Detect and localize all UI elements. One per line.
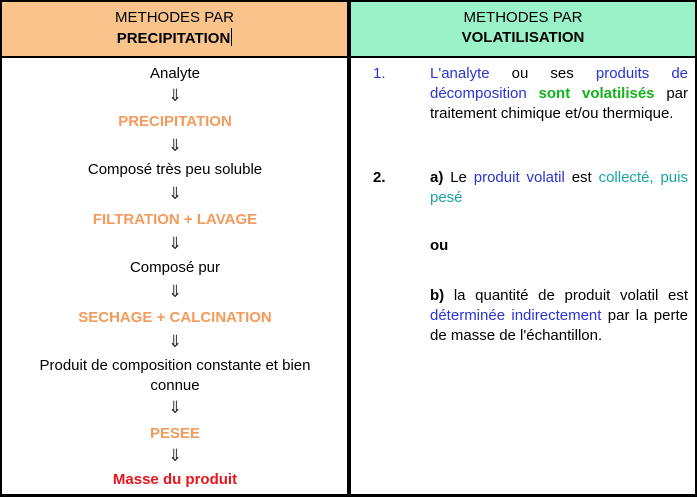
down-arrow-icon: ⇓ (167, 282, 183, 302)
flow-analyte: Analyte (149, 65, 201, 82)
down-arrow-icon: ⇓ (167, 184, 183, 204)
header-left-line1: METHODES PAR (115, 9, 234, 26)
flow-masse-produit: Masse du produit (112, 471, 238, 488)
header-volatilisation (348, 0, 697, 58)
down-arrow-icon: ⇓ (167, 332, 183, 352)
volatilisation-cell (348, 56, 697, 497)
flow-produit-line2: connue (150, 377, 200, 394)
header-precipitation (0, 0, 350, 58)
item2a-p3: est (564, 169, 599, 186)
flow-compose-pur: Composé pur (129, 259, 221, 276)
text-cursor (231, 28, 232, 46)
precipitation-cell (0, 56, 350, 497)
item1-rest: par traitement chimique et/ou thermique. (430, 85, 688, 122)
flow-sechage: SECHAGE + CALCINATION (78, 309, 272, 326)
header-right-line2: VOLATILISATION (461, 29, 585, 46)
flow-compose-peu-soluble: Composé très peu soluble (87, 161, 263, 178)
item1-space (527, 85, 539, 102)
precipitation-flow (2, 64, 348, 490)
down-arrow-icon: ⇓ (167, 86, 183, 106)
item2b-p3: par la perte de masse de l'échantillon. (430, 307, 688, 344)
item2a-label: a) (430, 169, 444, 186)
item1-produits: produits de décomposition (430, 65, 689, 102)
item2-number: 2. (373, 169, 386, 186)
down-arrow-icon: ⇓ (167, 398, 183, 418)
down-arrow-icon: ⇓ (167, 234, 183, 254)
item2a-text (430, 168, 688, 208)
flow-pesee: PESEE (149, 425, 201, 442)
item2a-produit-volatil: produit volatil (473, 169, 565, 186)
flow-filtration: FILTRATION + LAVAGE (92, 211, 258, 228)
item2a-p1: Le (443, 169, 474, 186)
down-arrow-icon: ⇓ (167, 136, 183, 156)
flow-produit-line1: Produit de composition constante et bien (39, 357, 311, 374)
item2b-determinee: déterminée indirectement (430, 307, 602, 324)
item2b-p1: la quantité de produit volatil est (444, 287, 688, 304)
down-arrow-icon: ⇓ (167, 446, 183, 466)
header-left-line2: PRECIPITATION (116, 30, 231, 47)
item1-text (430, 64, 688, 124)
item2b-text (430, 286, 688, 346)
item1-volatilises: sont volatilisés (538, 85, 655, 102)
item2b-label: b) (430, 287, 445, 304)
header-right-line1: METHODES PAR (463, 9, 583, 26)
header-left-title (2, 28, 347, 49)
item1-number: 1. (373, 65, 386, 82)
item2a-collecte: collecté, puis pesé (430, 169, 688, 206)
flow-precipitation: PRECIPITATION (118, 113, 232, 130)
item1-connector: ou ses (489, 65, 596, 82)
item2-ou: ou (430, 237, 449, 254)
item1-analyte: L'analyte (430, 65, 490, 82)
